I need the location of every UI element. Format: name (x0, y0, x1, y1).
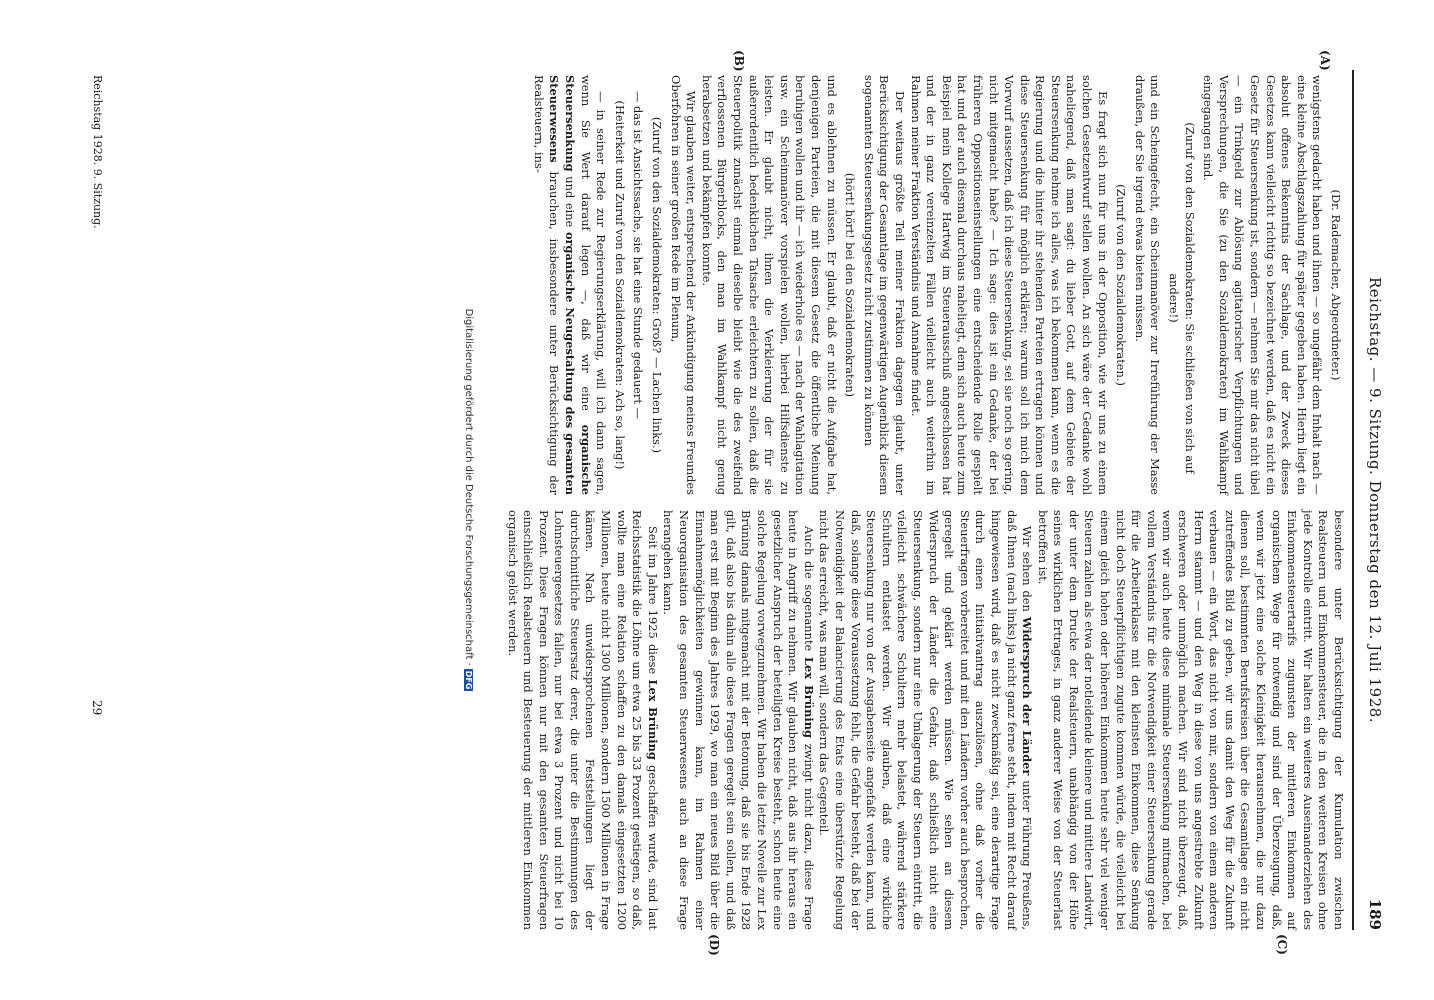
funding-text: Digitalisierung gefördert durch die Deutsche Forschungsgemeinschaft · (463, 308, 474, 666)
header-title: Reichstag. — 9. Sitzung. Donnerstag den 12. Juli 1928. (1366, 276, 1384, 724)
paragraph (530, 75, 608, 495)
paragraph: und ein Scheingefecht, ein Scheinmanöver zur Irreführung der Masse draußen, der Sie irgend etwas bieten müssen. (1132, 75, 1163, 495)
footer-left: Reichstag 1928. 9. Sitzung. (91, 75, 104, 229)
paragraph: — das ist Ansichtssache, sie hat eine Stunde gedauert — (631, 91, 646, 419)
text-run: geschaffen wurde, sind laut Reichsstatistik die Löhne um etwa 25 bis 33 Prozent gestiegen, so daß, wollte man eine Relation schaffen zu den damals eingesetzten 1200 Millionen, heute nicht 1300 Millionen, sondern 1500 Millionen in Frage kämen. Nach unwidersprochenen Feststellungen liegt der durchschnittliche Steuersatz derer, die unter die Bestimmungen des Lohnsteuergesetzes fallen, nur bei etwa 3 Prozent und nicht bei 10 Prozent. Diese Fragen können nur mit den gesamten Steuerfragen einschließlich Realsteuern und Besteuerung der mittleren Einkommen organisch gelöst werden. (505, 510, 660, 930)
interjection: (Heiterkeit und Zuruf von den Sozialdemokraten: Ach so, lang!) (612, 100, 627, 470)
paragraph (660, 510, 816, 930)
emphasis: organische Neugestaltung des gesamten Steuerwesens (547, 75, 578, 496)
emphasis: organische Steuersenkung (563, 75, 593, 495)
page-number: 189 (1366, 898, 1384, 930)
paragraph (504, 510, 660, 930)
text-run: — in seiner Rede zur Regierungserklärung, will ich dann sagen, wenn Sie Wert darauf legen —, daß wir eine (578, 75, 609, 495)
text-run: Seit im Jahre 1925 diese (645, 526, 660, 675)
interjection: (hört! hört! bei den Sozialdemokraten) (843, 172, 858, 398)
margin-mark-a: (A) (1318, 50, 1332, 71)
paragraph: Wir glauben weiter, entsprechend der Ankündigung meines Freundes Oberfohren in seiner großen Rede im Plenum, (668, 75, 699, 495)
signature-number: 29 (90, 700, 104, 716)
paragraph: Es fragt sich nun für uns in der Opposition, wie wir uns zu einem solchen Gesetzentwurf stellen wollen. An sich wäre der Gedanke wohl naheliegend, daß man sagt: du lieber Gott, auf dem Gebiete der Steuersenkung nehme ich alles, was ich bekommen kann, wenn es die Regierung und die hinter ihr stehenden Parteien ertragen können und diese Steuersenkung für möglich erklären; warum soll ich mich dem Vorwurf aussetzen, daß ich diese Steuersenkung, sei sie noch so gering, nicht mitgemacht habe? — Ich sage: dies ist ein Gedanke, der bei früheren Oppositionseinstellungen eine entscheidende Rolle gespielt hat und der auch diesmal durchaus naheliegt, dem sich auch heute zum Beispiel mein Kollege Hartwig im Steuerausschuß angeschlossen hat und der in ganz vereinzelten Fällen vielleicht auch weiterhin im Rahmen meiner Fraktion Verständnis und Annahme findet. (908, 75, 1110, 495)
paragraph: Der weitaus größte Teil meiner Fraktion dagegen glaubt, unter Berücksichtigung der Gesamtlage im gegenwärtigen Augenblick diesem sogenannten Steuersenkungsgesetz nicht zustimmen zu können (861, 75, 907, 495)
margin-mark-d: (D) (707, 934, 721, 956)
right-column (504, 510, 1346, 930)
text-run: unter Führung Preußens, daß Ihnen (nach links) ja nicht ganz ferne steht, indem mit Recht darauf hingewiesen wird, daß es nicht zweckmäßig sei, eine derartige Frage durch einen Initiativantrag auszulösen, ohne daß vorher die Steuerfragen vorbereitet und mit den Ländern vorher auch besprochen, geregelt und geklärt werden müssen. Wie sehen an diesem Widerspruch der Länder die Gefahr, daß schließlich nicht eine Steuersenkung, sondern nur eine Umlagerung der Steuern eintritt, die vielleicht schwächere Schultern mehr belastet, während stärkere Schultern entlastet werden. Wir glauben, daß eine wirkliche Steuersenkung nur von der Ausgabenseite angefaßt werden kann, und daß, solange diese Voraussetzung fehlt, die Gefahr besteht, daß bei der Notwendigkeit der Balancierung des Etats eine überstürzte Regelung nicht das erreicht, was man will, sondern das Gegenteil. (817, 510, 1035, 930)
interjection: (Zuruf von den Sozialdemokraten: Sie schließen von sich auf andere!) (1167, 122, 1197, 474)
speaker-line: (Dr. Rademacher, Abgeordneter.) (1329, 189, 1343, 381)
left-column (530, 75, 1346, 495)
emphasis: Lex Brüning (645, 679, 660, 760)
dfg-logo: DFG (464, 670, 473, 690)
interjection: (Zuruf von den Sozialdemokraten.) (1114, 184, 1129, 386)
emphasis: Widerspruch der Länder (1020, 616, 1035, 776)
header-rule (1352, 70, 1354, 930)
text-run: brauchen, insbesondere unter Berücksichtigung der Realsteuern, ins- (531, 75, 562, 495)
funding-note (463, 0, 474, 1000)
margin-mark-b: (B) (732, 50, 746, 72)
text-run: zwingt nicht dazu, diese Frage heute in Angriff zu nehmen. Wir glauben nicht, daß aus ihr heraus ein gesetzlicher Anspruch der beteiligten Kreise besteht, schon heute eine solche Regelung vorwegzunehmen. Wir haben die letzte Novelle zur Lex Brüning damals mitgemacht mit der Betonung, daß sie bis Ende 1928 gilt, daß also bis dahin alle diese Fragen geregelt sein sollen, und daß man erst mit Beginn des Jahres 1929, wo man ein neues Bild über die Einnahmemöglichkeiten gewinnen kann, im Rahmen einer Neuorganisation des gesamten Steuerwesens auch an diese Frage herangehen kann. (661, 510, 816, 931)
text-run: und eine (563, 176, 578, 228)
margin-mark-c: (C) (1275, 934, 1289, 955)
emphasis: Lex Brüning (801, 657, 816, 738)
paragraph (816, 510, 1034, 930)
interjection: (Zuruf von den Sozialdemokraten: Groß? — Lachen links.) (650, 116, 665, 454)
paragraph: und es ablehnen zu müssen. Er glaubt, daß er nicht die Aufgabe hat, denjenigen Parteien, die mit diesem Gesetz die öffentliche Meinung beruhigen wollen und ihr — ich wiederhole es — nach der Wahlagitation usw. ein Scheinmanöver vorspielen wollen, hierbei Hilfsdienste zu leisten. Er glaubt nicht, ihnen die Verkleierung der für sie außerordentlich bedenklichen Tatsache erleichtern zu sollen, daß die Steuerpolitik zunächst einmal dieselbe bleibt wie die des zweifelnd verflossenen Bürgerblocks, den man im Wahlkampf nicht genug herabsetzen und bekämpfen konnte. (699, 75, 839, 495)
text-run: Wir sehen den (1020, 526, 1035, 612)
page-header (1356, 70, 1384, 930)
paragraph: wenigstens gedacht haben und ihnen — so ungefähr dem Inhalt nach — eine kleine Abschlagszahlung für später gegeben haben. Hierin liegt ein absolut offenes Bekenntnis der Sachlage, und der Zweck dieses Gesetzes kann vielleicht richtig so bezeichnet werden, daß es nicht ein Gesetz für Steuersenkung ist, sondern — nehmen Sie mir das nicht übel — ein Trinkgeld zur Ablösung agitatorischer Verpflichtungen und Versprechungen, die Sie (zu den Sozialdemokraten) im Wahlkampf eingegangen sind. (1201, 75, 1325, 495)
paragraph: besondere unter Berücksichtigung der Kumulation zwischen Realsteuern und Einkommensteuer, die in den weiteren Kreisen ohne jede Kontrolle eintritt. Wir halten ein weiteres Auseinanderziehen des Einkommensteuertarifs zugunsten der mittleren Einkommen auf organischem Wege für notwendig und sind der Überzeugung, daß, wenn wir jetzt eine solche Kleinigkeit herausnehmen, die nur dazu dienen soll, bestimmten Berufskreisen über die Gesamtlage ein nicht zutreffendes Bild zu geben, wir uns damit den Weg für die Zukunft verbauen — ein Wort, das nicht von mir, sondern von einem anderen Herrn stammt — und den Weg in diese von uns angestrebte Zukunft erschweren oder unmöglich machen. Wir sind nicht überzeugt, daß, wenn wir auch heute diese minimale Steuersenkung mitmachen, bei vollem Verständnis für die Notwendigkeit einer Steuersenkung gerade für die Arbeiterklasse mit den kleinsten Einkommen, diese Senkung nicht doch Steuerpflichtigen zugute kommen würde, die vielleicht bei einem gleich hohen oder höheren Einkommen heute sehr viel weniger Steuern zahlen als etwa der notleidende kleinere und mittlere Landwirt, der unter dem Drucke der Realsteuern, unabhängig von der Höhe seines wirklichen Ertrages, in ganz anderer Weise von der Steuerlast betroffen ist. (1035, 510, 1346, 930)
text-run: Auch die sogenannte (801, 526, 816, 652)
